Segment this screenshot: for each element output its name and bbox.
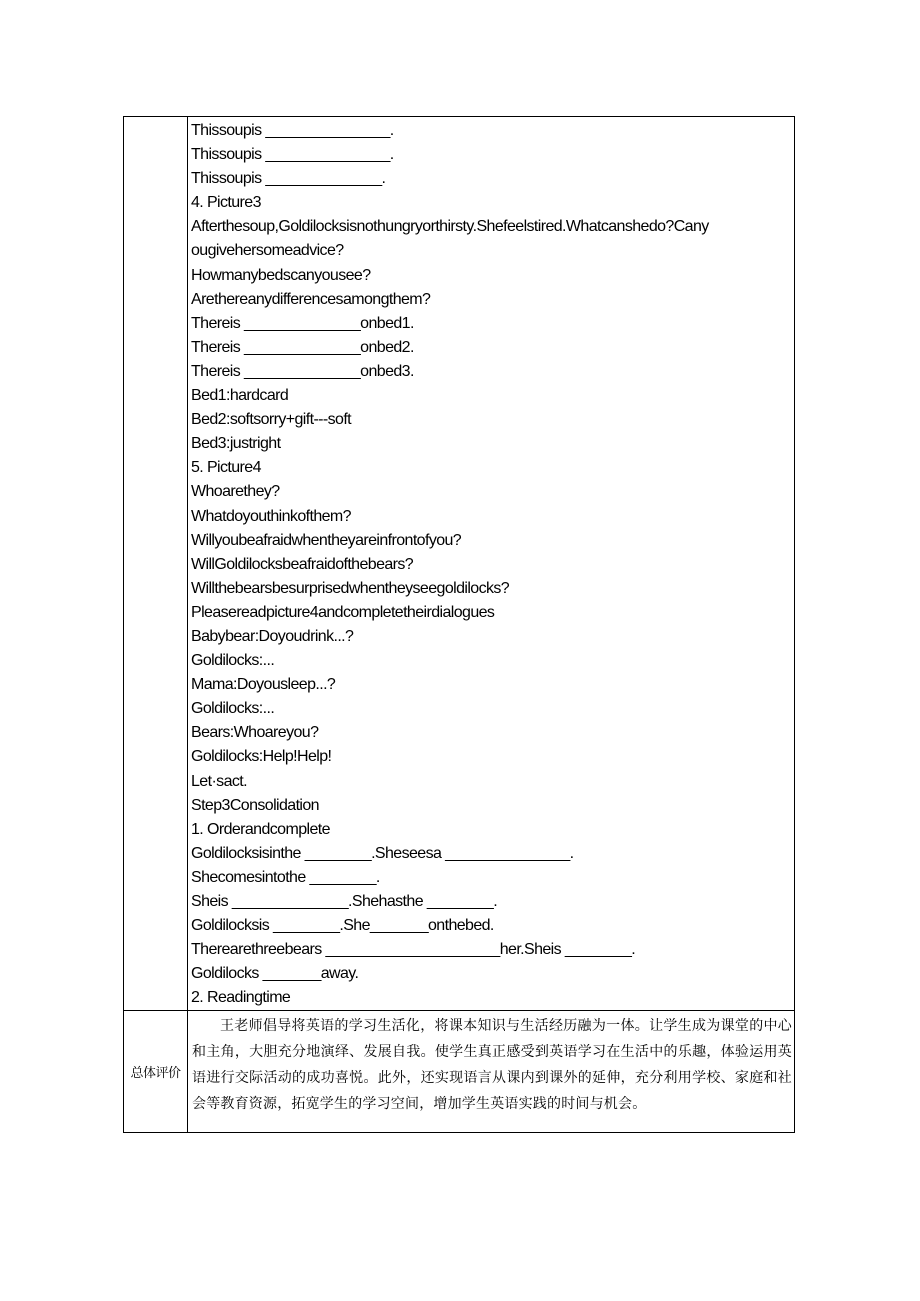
lesson-line: ougivehersomeadvice? <box>191 242 344 260</box>
evaluation-label-cell <box>124 1011 188 1133</box>
lesson-line: Pleasereadpicture4andcompletetheirdialogues <box>191 603 495 621</box>
lesson-line: Thissoupis ______________. <box>191 170 386 188</box>
lesson-line: Bed3:justright <box>191 435 281 453</box>
evaluation-content-cell <box>188 1011 795 1133</box>
lesson-line: Goldilocks:... <box>191 700 275 718</box>
lesson-line: Mama:Doyousleep...? <box>191 676 336 694</box>
lesson-line: Thissoupis _______________. <box>191 146 394 164</box>
evaluation-row <box>124 1011 795 1133</box>
lesson-line: Goldilocks _______away. <box>191 965 359 983</box>
lesson-plan-table <box>123 116 795 1133</box>
lesson-line: Goldilocks:... <box>191 652 275 670</box>
lesson-line: Babybear:Doyoudrink...? <box>191 627 354 645</box>
lesson-line: Thereis ______________onbed1. <box>191 314 414 332</box>
lesson-line: Bears:Whoareyou? <box>191 724 319 742</box>
lesson-line: Goldilocksis ________.She_______onthebed. <box>191 917 494 935</box>
lesson-line: 1. Orderandcomplete <box>191 820 330 838</box>
lesson-line: Goldilocksisinthe ________.Sheseesa _______________. <box>191 844 574 862</box>
lesson-line: Whatdoyouthinkofthem? <box>191 507 351 525</box>
lesson-line: Step3Consolidation <box>191 796 319 814</box>
lesson-line: Bed2:softsorry+gift---soft <box>191 411 352 429</box>
lesson-line: Willyoubeafraidwhentheyareinfrontofyou? <box>191 531 462 549</box>
lesson-line: Therearethreebears _____________________her.Sheis ________. <box>191 941 636 959</box>
lesson-line: Afterthesoup,Goldilocksisnothungryorthirsty.Shefeelstired.Whatcanshedo?Cany <box>191 218 709 236</box>
lesson-line: Thissoupis _______________. <box>191 122 394 139</box>
lesson-line: WillGoldilocksbeafraidofthebears? <box>191 555 414 573</box>
lesson-line: Howmanybedscanyousee? <box>191 266 371 284</box>
lesson-line: Thereis ______________onbed2. <box>191 338 414 356</box>
lesson-line: 5. Picture4 <box>191 459 261 477</box>
lesson-content-row <box>124 117 795 1011</box>
lesson-line: Goldilocks:Help!Help! <box>191 748 332 766</box>
lesson-content-cell <box>188 117 795 1011</box>
lesson-line: Sheis ______________.Shehasthe ________. <box>191 893 498 910</box>
lesson-line: Bed1:hardcard <box>191 387 289 405</box>
lesson-line: Let·sact. <box>191 772 247 790</box>
lesson-line: Thereis ______________onbed3. <box>191 362 414 380</box>
lesson-line: Shecomesintothe ________. <box>191 868 380 886</box>
evaluation-text: 王老师倡导将英语的学习生活化，将课本知识与生活经历融为一体。让学生成为课堂的中心和主角，大胆充分地演绎、发展自我。使学生真正感受到英语学习在生活中的乐趣，体验运用英语进行交际活动的成功喜悦。此外，还实现语言从课内到课外的延伸，充分利用学校、家庭和社会等教育资源，拓宽学生的学习空间，增加学生英语实践的时间与机会。 <box>192 1018 792 1113</box>
lesson-line: 2. Readingtime <box>191 989 291 1007</box>
lesson-line: Arethereanydifferencesamongthem? <box>191 290 431 308</box>
lesson-lines <box>188 117 794 1010</box>
lesson-line: Willthebearsbesurprisedwhentheyseegoldilocks? <box>191 579 510 597</box>
row-label-cell-empty <box>124 117 188 1011</box>
evaluation-label: 总体评价 <box>130 1066 181 1082</box>
lesson-line: 4. Picture3 <box>191 194 261 212</box>
lesson-line: Whoarethey? <box>191 483 280 501</box>
